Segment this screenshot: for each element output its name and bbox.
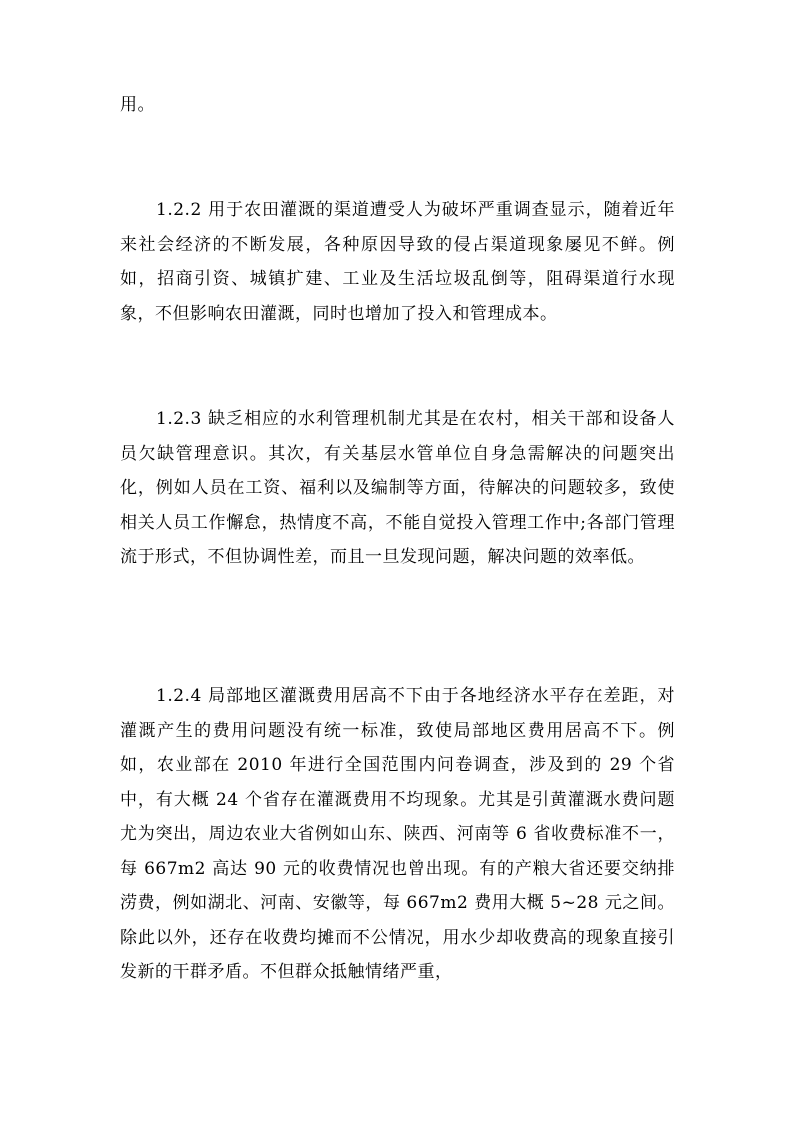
paragraph-1-2-4 [120, 679, 675, 990]
paragraph-1-2-3 [120, 402, 675, 575]
paragraph-text: 1.2.3 缺乏相应的水利管理机制尤其是在农村，相关干部和设备人员欠缺管理意识。其次，有关基层水管单位自身急需解决的问题突出化，例如人员在工资、福利以及编制等方面，待解决的问题较多，致使相关人员工作懈怠，热情度不高，不能自觉投入管理工作中;各部门管理流于形式，不但协调性差，而且一旦发现问题，解决问题的效率低。 [120, 409, 675, 567]
paragraph-text: 1.2.2 用于农田灌溉的渠道遭受人为破坏严重调查显示，随着近年来社会经济的不断发展，各种原因导致的侵占渠道现象屡见不鲜。例如，招商引资、城镇扩建、工业及生活垃圾乱倒等，阻碍渠道行水现象，不但影响农田灌溉，同时也增加了投入和管理成本。 [120, 200, 675, 324]
paragraph-1-2-2 [120, 193, 675, 331]
paragraph-text: 用。 [120, 95, 155, 115]
paragraph-text: 1.2.4 局部地区灌溉费用居高不下由于各地经济水平存在差距，对灌溉产生的费用问题没有统一标准，致使局部地区费用居高不下。例如，农业部在 2010 年进行全国范围内问卷调查，涉及到的 29 个省中，有大概 24 个省存在灌溉费用不均现象。尤其是引黄灌溉水费问题尤为突出，周边农业大省例如山东、陕西、河南等 6 省收费标准不一，每 667m2 高达 90 元的收费情况也曾出现。有的产粮大省还要交纳排涝费，例如湖北、河南、安徽等，每 667m2 费用大概 5~28 元之间。除此以外，还存在收费均摊而不公情况，用水少却收费高的现象直接引发新的干群矛盾。不但群众抵触情绪严重， [120, 686, 675, 982]
paragraph-continuation [120, 88, 675, 123]
